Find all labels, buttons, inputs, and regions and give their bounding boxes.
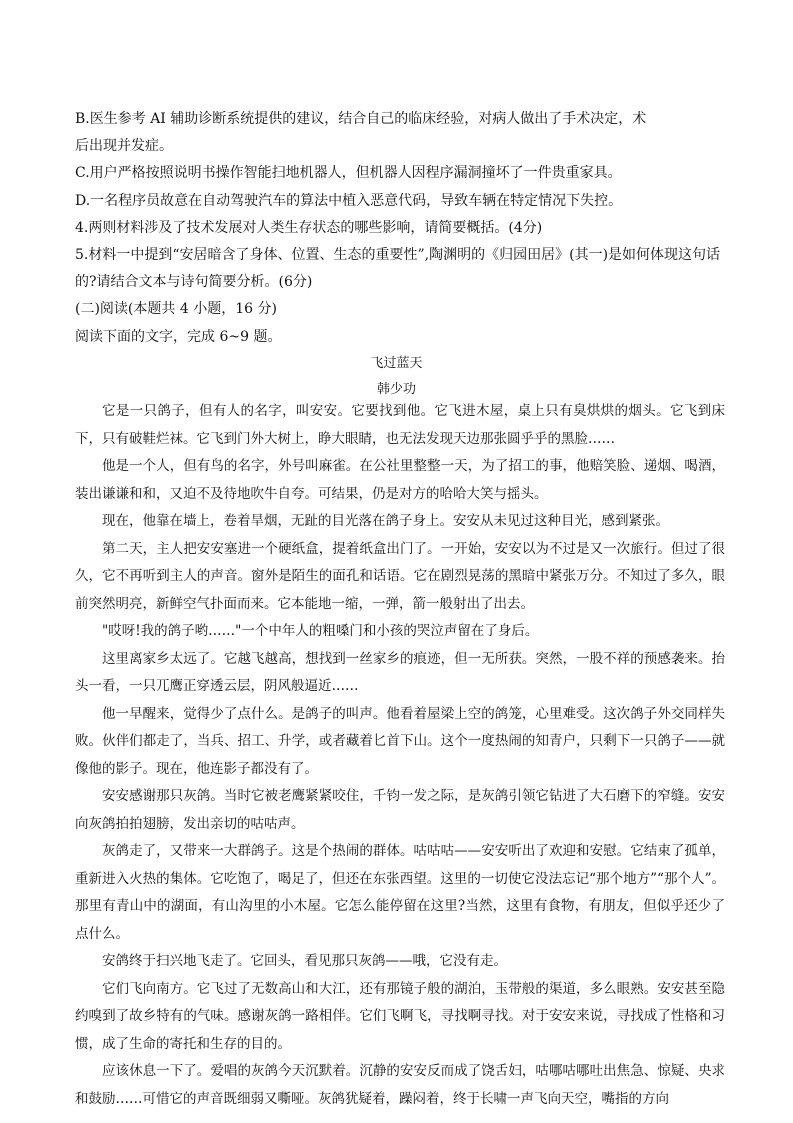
story-paragraph: 灰鸽走了，又带来一大群鸽子。这是个热闹的群体。咕咕咕——安安听出了欢迎和安慰。它结束了孤单，重新进入火热的集体。它吃饱了，喝足了，但还在东张西望。这里的一切使它没法忘记“那个地方”“那个人”。那里有青山中的湖面，有山沟里的小木屋。它怎么能停留在这里?当然，这里有食物，有朋友，但似乎还少了点什么。 bbox=[75, 843, 725, 942]
story-paragraph: 他是一个人，但有鸟的名字，外号叫麻雀。在公社里整整一天，为了招工的事，他赔笑脸、递烟、喝酒，装出谦谦和和，又迫不及待地吹牛自夸。可结果，仍是对方的哈哈大笑与摇头。 bbox=[75, 458, 725, 502]
story-paragraph: 它是一只鸽子，但有人的名字，叫安安。它要找到他。它飞进木屋，桌上只有臭烘烘的烟头。它飞到床下，只有破鞋烂袜。它飞到门外大树上，睁大眼睛，也无法发现天边那张圆乎乎的黑脸…… bbox=[75, 403, 725, 447]
story-body bbox=[75, 398, 725, 1113]
question-4: 4.两则材料涉及了技术发展对人类生存状态的哪些影响，请简要概括。(4分) bbox=[75, 219, 543, 236]
story-paragraph: 现在，他靠在墙上，卷着旱烟，无趾的目光落在鸽子身上。安安从未见过这种目光，感到紧张。 bbox=[102, 513, 669, 529]
questions-section bbox=[75, 106, 735, 351]
option-d: D.一名程序员故意在自动驾驶汽车的算法中植入恶意代码，导致车辆在特定情况下失控。 bbox=[75, 192, 623, 209]
question-5-line1: 5.材料一中提到“安居暗含了身体、位置、生态的重要性”,陶渊明的《归园田居》(其一)是如何体现这句话 bbox=[75, 247, 721, 264]
reading-instruction: 阅读下面的文字，完成 6~9 题。 bbox=[75, 328, 282, 345]
option-b-line2: 后出现并发症。 bbox=[75, 138, 173, 155]
story-author: 韩少功 bbox=[376, 382, 416, 397]
story-paragraph: 它们飞向南方。它飞过了无数高山和大江，还有那镜子般的湖泊，玉带般的渠道，多么眼熟。安安甚至隐约嗅到了故乡特有的气味。感谢灰鸽一路相伴。它们飞啊飞，寻找啊寻找。对于安安来说，寻找成了性格和习惯，成了生命的寄托和生存的目的。 bbox=[75, 980, 725, 1052]
story-paragraph: 他一早醒来，觉得少了点什么。是鸽子的叫声。他看着屋梁上空的鸽笼，心里难受。这次鸽子外交同样失败。伙伴们都走了，当兵、招工、升学，或者藏着匕首下山。这个一度热闹的知青户，只剩下一只鸽子——就像他的影子。现在，他连影子都没有了。 bbox=[75, 705, 725, 777]
section-heading: (二)阅读(本题共 4 小题，16 分) bbox=[75, 301, 277, 318]
question-5-line2: 的?请结合文本与诗句简要分析。(6分) bbox=[75, 274, 313, 291]
story-title: 飞过蓝天 bbox=[370, 356, 423, 371]
story-paragraph: "哎呀!我的鸽子哟……"一个中年人的粗嗓门和小孩的哭泣声留在了身后。 bbox=[102, 623, 539, 639]
story-paragraph: 这里离家乡太远了。它越飞越高，想找到一丝家乡的痕迹，但一无所获。突然，一股不祥的预感袭来。抬头一看，一只兀鹰正穿透云层，阴风般逼近…… bbox=[75, 650, 725, 694]
story-paragraph: 第二天，主人把安安塞进一个硬纸盒，提着纸盒出门了。一开始，安安以为不过是又一次旅行。但过了很久，它不再听到主人的声音。窗外是陌生的面孔和话语。它在剧烈晃荡的黑暗中紧张万分。不知过了多久，眼前突然明亮，新鲜空气扑面而来。它本能地一缩，一弹，箭一般射出了出去。 bbox=[75, 540, 725, 612]
story-paragraph: 安安感谢那只灰鸽。当时它被老鹰紧紧咬住，千钧一发之际，是灰鸽引领它钻进了大石磨下的窄缝。安安向灰鸽拍拍翅膀，发出亲切的咕咕声。 bbox=[75, 788, 725, 832]
story-paragraph: 应该休息一下了。爱唱的灰鸽今天沉默着。沉静的安安反而成了饶舌妇，咕哪咕哪吐出焦急、惊疑、央求和鼓励……可惜它的声音既细弱又嘶哑。灰鸽犹疑着，躁闷着，终于长啸一声飞向天空，嘴指的方向 bbox=[75, 1063, 725, 1107]
story-paragraph: 安鸽终于扫兴地飞走了。它回头，看见那只灰鸽——哦，它没有走。 bbox=[102, 953, 507, 969]
option-b-line1: B.医生参考 AI 辅助诊断系统提供的建议，结合自己的临床经验，对病人做出了手术决定，术 bbox=[75, 111, 647, 127]
option-c: C.用户严格按照说明书操作智能扫地机器人，但机器人因程序漏洞撞坏了一件贵重家具。 bbox=[75, 165, 622, 182]
